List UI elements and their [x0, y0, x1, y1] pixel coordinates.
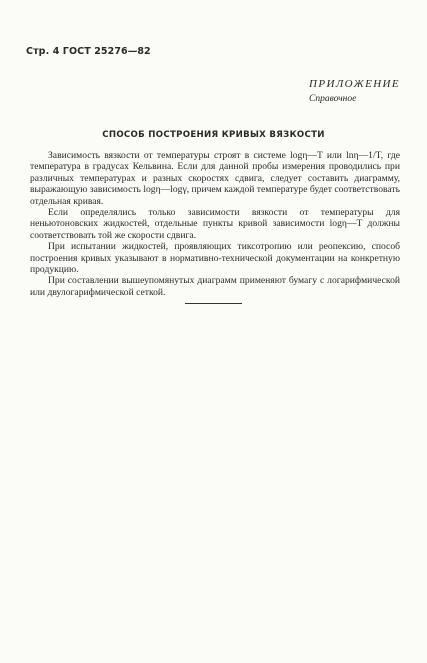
section-title: СПОСОБ ПОСТРОЕНИЯ КРИВЫХ ВЯЗКОСТИ	[102, 130, 325, 140]
paragraph: Зависимость вязкости от температуры строят в системе logη—T или lnη—1/T, где температура в градусах Кельвина. Если для данной пробы измерения проводились при различных температурах и разных скоростях сдвига, следует составить диаграмму, выражающую зависимость logη—logγ, причем каждой температуре будет соответствовать отдельная кривая.	[30, 150, 400, 207]
paragraph: При составлении вышеупомянутых диаграмм применяют бумагу с логарифмической или двулогарифмической сеткой.	[30, 275, 400, 298]
page-header: Стр. 4 ГОСТ 25276—82	[26, 46, 151, 57]
appendix-label	[309, 77, 400, 107]
end-rule	[185, 303, 242, 304]
paragraph: При испытании жидкостей, проявляющих тиксотропию или реопексию, способ построения кривых указывают в нормативно-технической документации на конкретную продукцию.	[30, 241, 400, 276]
paragraph: Если определялись только зависимости вязкости от температуры для неньютоновских жидкостей, отдельные пункты кривой зависимости logη—T должны соответствовать той же скорости сдвига.	[30, 207, 400, 241]
body-text	[30, 150, 400, 298]
appendix-title: ПРИЛОЖЕНИЕ	[309, 78, 400, 90]
appendix-subtitle: Справочное	[309, 94, 357, 104]
